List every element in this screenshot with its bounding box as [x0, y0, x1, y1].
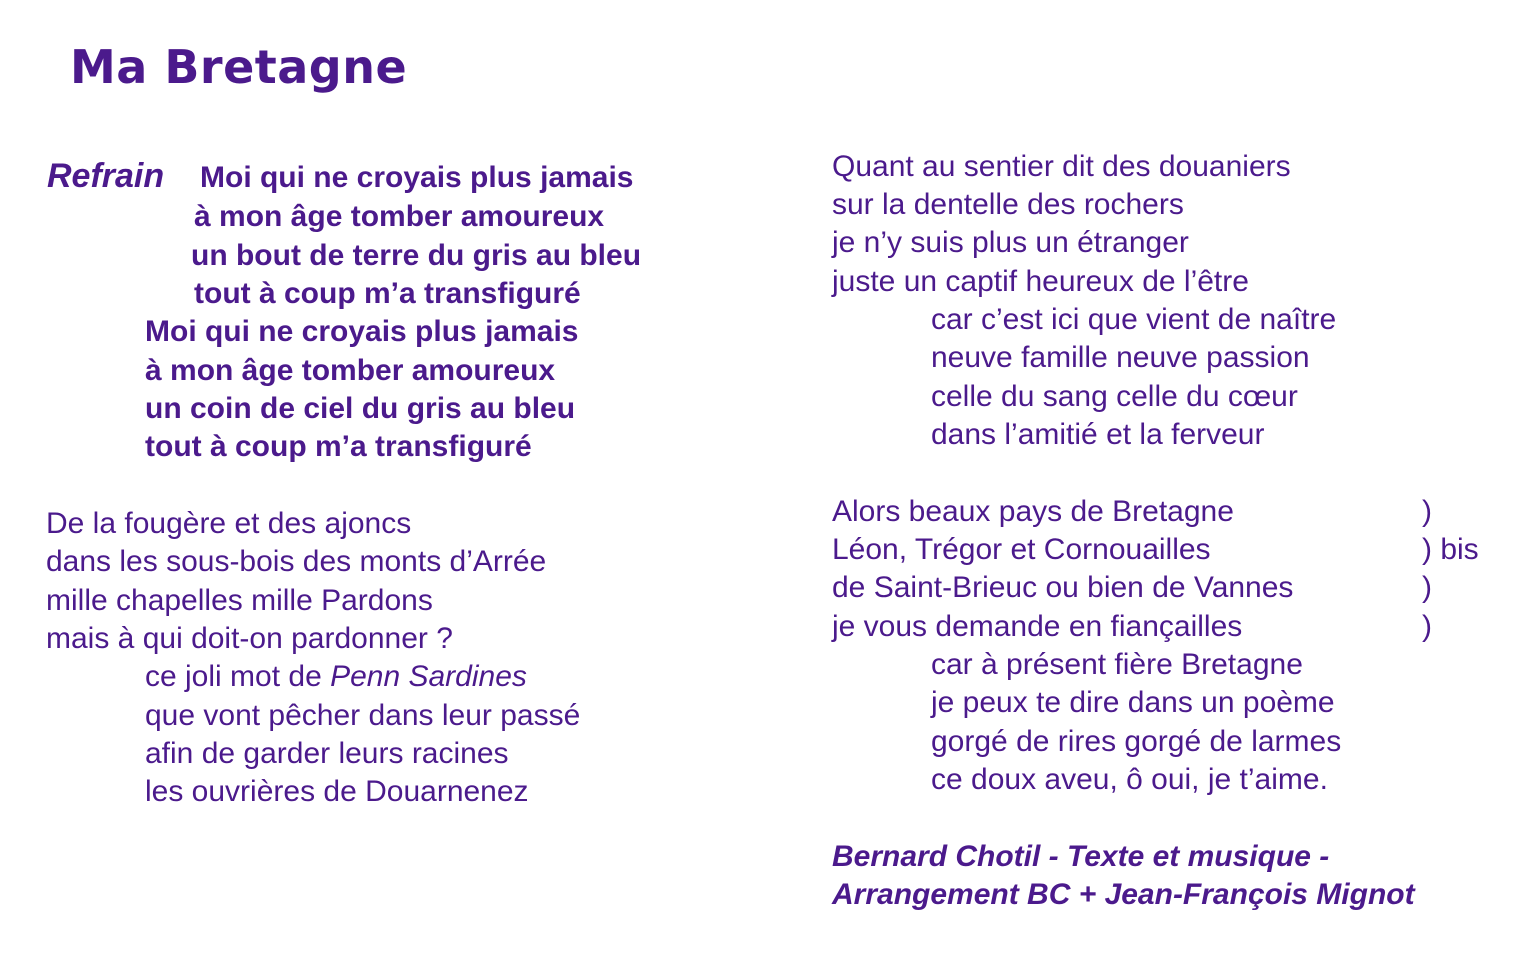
verse-line: je n’y suis plus un étranger	[832, 226, 1189, 259]
credits-line: Bernard Chotil - Texte et musique -	[832, 840, 1330, 873]
verse-line: dans les sous-bois des monts d’Arrée	[46, 545, 547, 578]
verse-line: gorgé de rires gorgé de larmes	[931, 725, 1342, 758]
refrain-line: Moi qui ne croyais plus jamais	[145, 315, 579, 348]
refrain-line: tout à coup m’a transfiguré	[145, 430, 532, 463]
verse-line: Léon, Trégor et Cornouailles	[832, 533, 1211, 566]
page-title: Ma Bretagne	[70, 40, 408, 94]
verse-line	[145, 659, 527, 695]
verse-line: mais à qui doit-on pardonner ?	[46, 622, 453, 655]
bracket-mark: )	[1422, 495, 1432, 528]
verse-line: afin de garder leurs racines	[145, 737, 509, 770]
refrain-label: Refrain	[47, 157, 165, 195]
verse-line: juste un captif heureux de l’être	[832, 265, 1249, 298]
verse-line: je vous demande en fiançailles	[832, 610, 1243, 643]
verse-line: celle du sang celle du cœur	[931, 380, 1298, 413]
bracket-bis-mark: ) bis	[1422, 533, 1479, 566]
verse-line: neuve famille neuve passion	[931, 341, 1310, 374]
verse-line: dans l’amitié et la ferveur	[931, 418, 1265, 451]
verse-line: que vont pêcher dans leur passé	[145, 699, 581, 732]
refrain-line: Moi qui ne croyais plus jamais	[200, 161, 634, 194]
verse-line-italic: Penn Sardines	[330, 660, 527, 693]
refrain-line: un coin de ciel du gris au bleu	[145, 392, 576, 425]
refrain-line: à mon âge tomber amoureux	[145, 354, 556, 387]
verse-line: de Saint-Brieuc ou bien de Vannes	[832, 571, 1294, 604]
refrain-line: un bout de terre du gris au bleu	[191, 239, 642, 272]
verse-line: car à présent fière Bretagne	[931, 648, 1303, 681]
verse-line-prefix: ce joli mot de	[145, 660, 331, 693]
verse-line: les ouvrières de Douarnenez	[145, 775, 529, 808]
verse-line: ce doux aveu, ô oui, je t’aime.	[931, 763, 1328, 796]
verse-line: car c’est ici que vient de naître	[931, 303, 1337, 336]
verse-line: De la fougère et des ajoncs	[46, 507, 412, 540]
bracket-mark: )	[1422, 610, 1432, 643]
refrain-line: à mon âge tomber amoureux	[194, 200, 605, 233]
verse-line: Quant au sentier dit des douaniers	[832, 150, 1291, 183]
verse-line: mille chapelles mille Pardons	[46, 584, 433, 617]
verse-line: je peux te dire dans un poème	[931, 686, 1335, 719]
credits-line: Arrangement BC + Jean-François Mignot	[832, 878, 1415, 911]
refrain-line: tout à coup m’a transfiguré	[194, 277, 581, 310]
verse-line: sur la dentelle des rochers	[832, 188, 1184, 221]
verse-line: Alors beaux pays de Bretagne	[832, 495, 1234, 528]
bracket-mark: )	[1422, 571, 1432, 604]
